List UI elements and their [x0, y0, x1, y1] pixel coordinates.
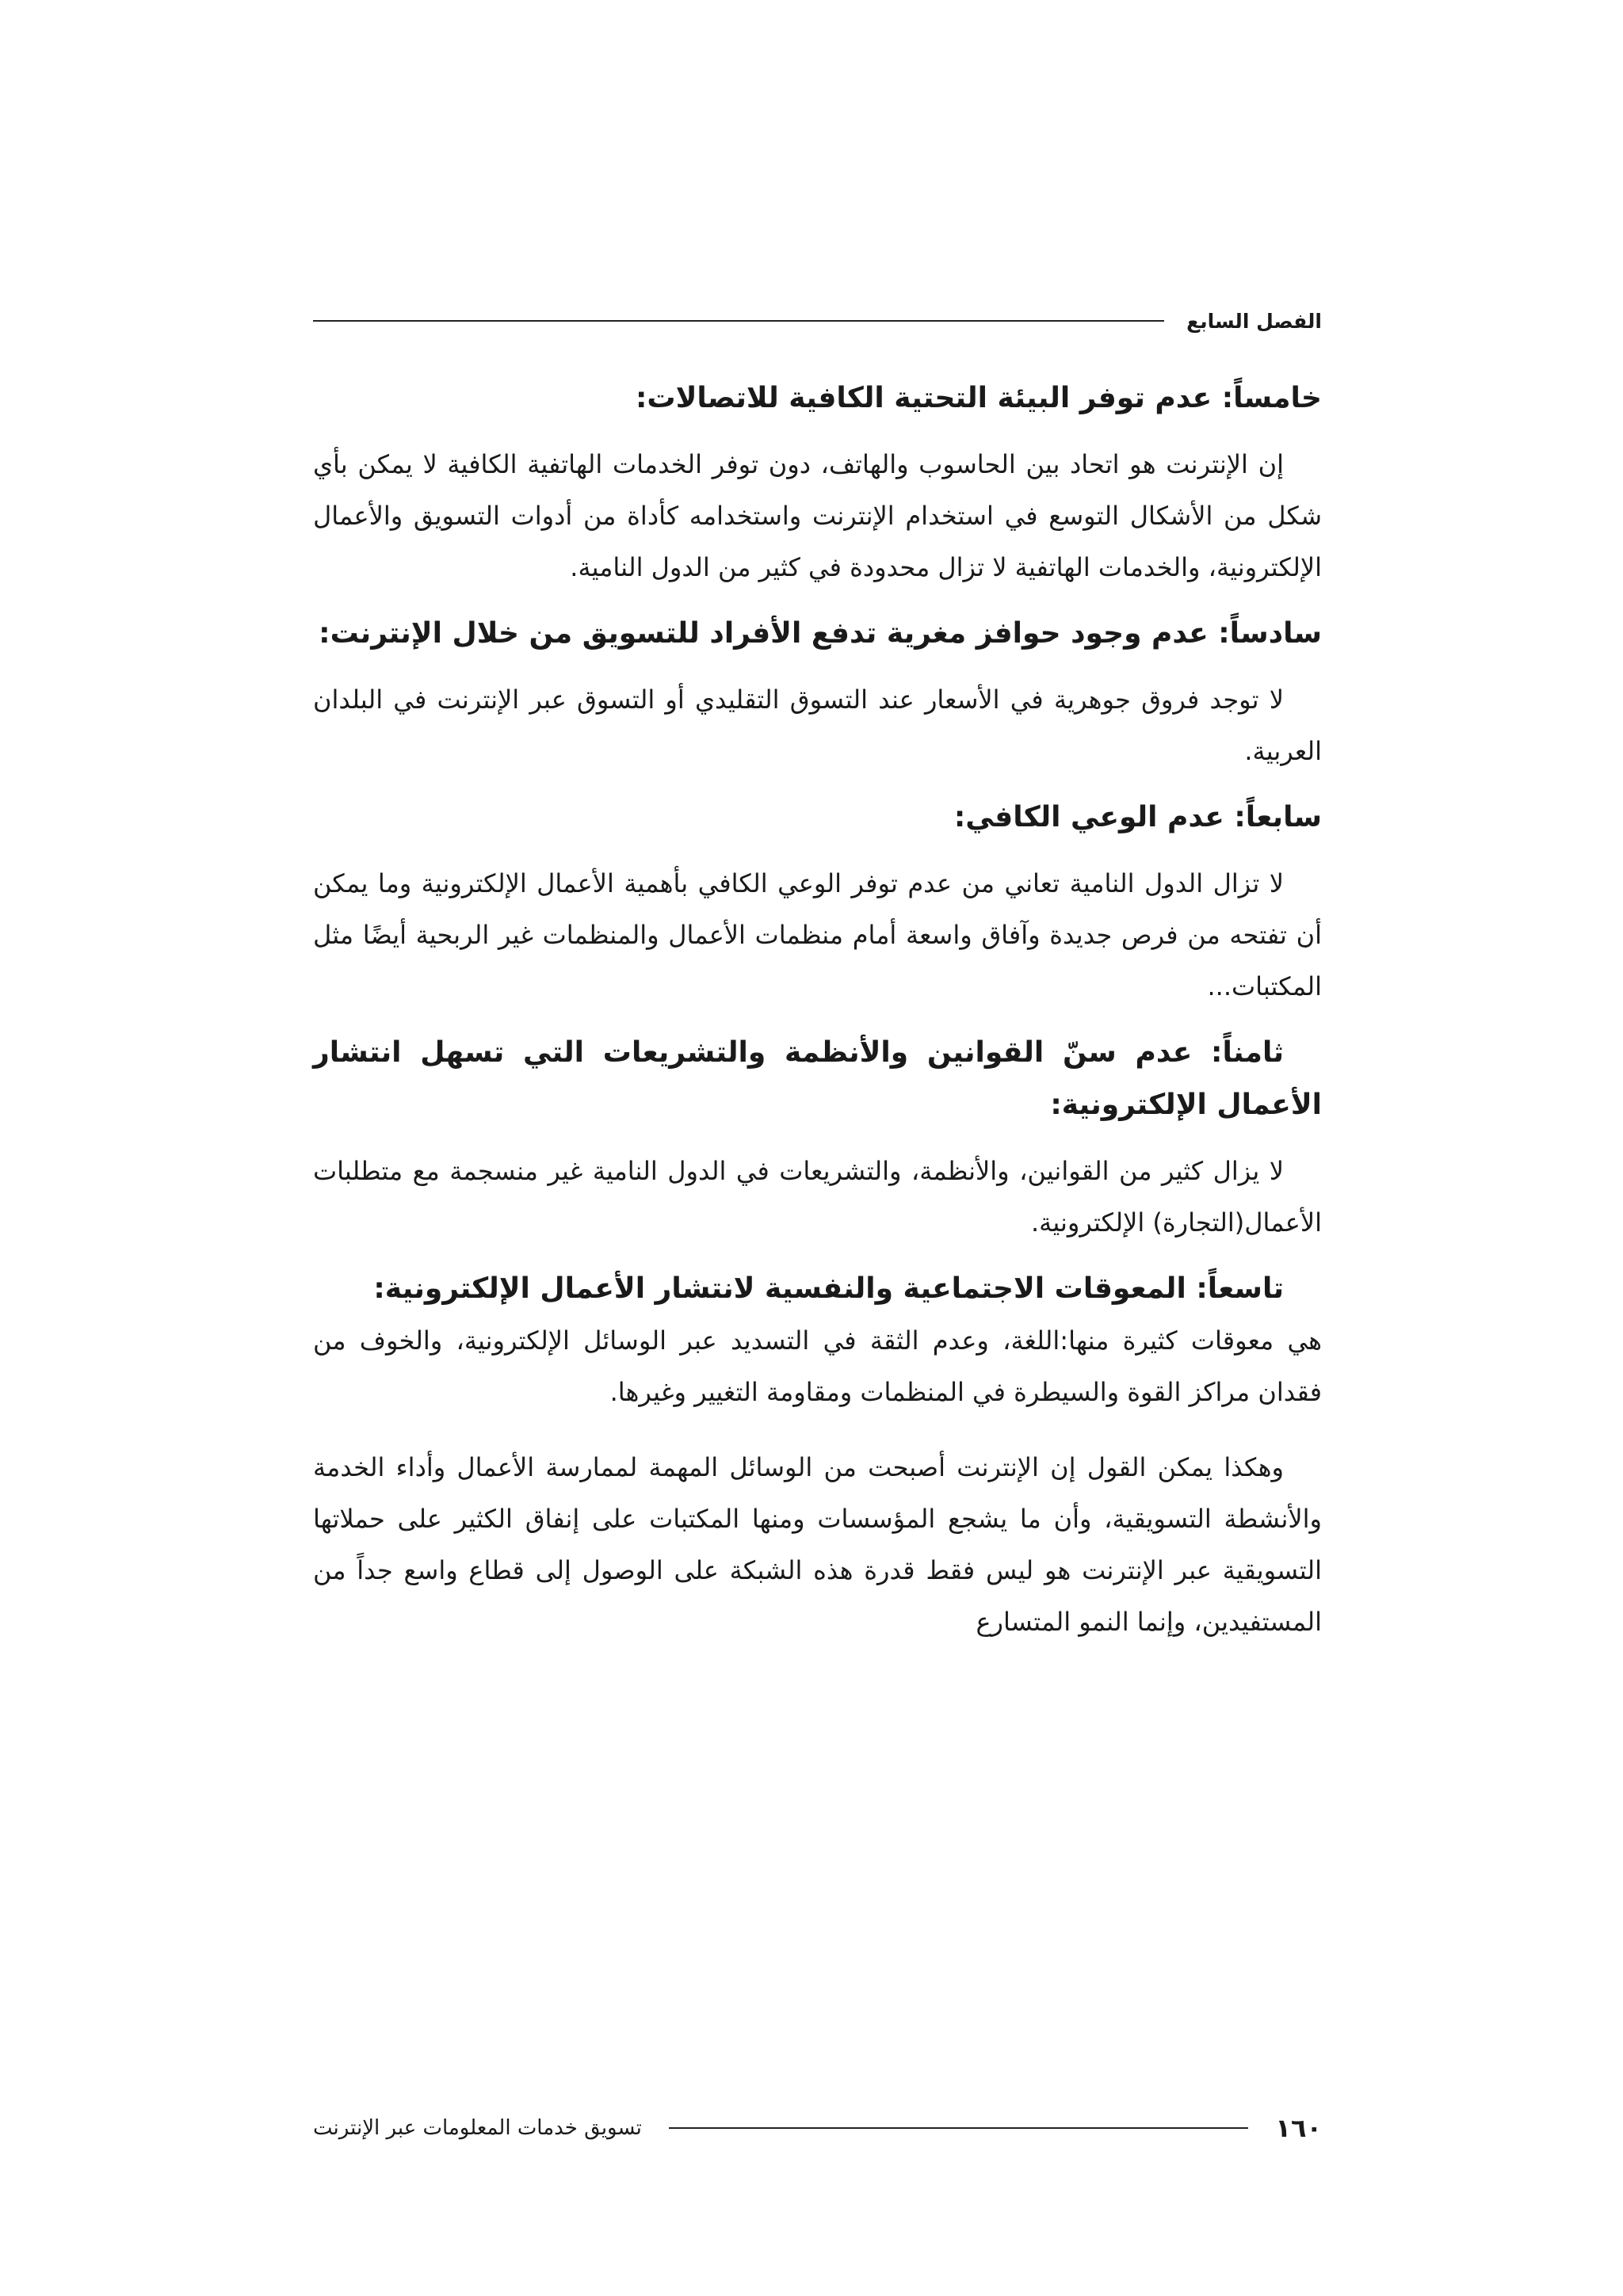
footer-rule: [669, 2127, 1248, 2129]
page-body: [313, 372, 1322, 1648]
section-heading-9: تاسعاً: المعوقات الاجتماعية والنفسية لانتشار الأعمال الإلكترونية:: [373, 1272, 1284, 1305]
section-paragraph-7: لا تزال الدول النامية تعاني من عدم توفر الوعي الكافي بأهمية الأعمال الإلكترونية وما يمكن أن تفتحه من فرص جديدة وآفاق واسعة أمام منظمات الأعمال والمنظمات غير الربحية أيضًا مثل المكتبات...: [313, 868, 1322, 1001]
page-number: ١٦٠: [1275, 2113, 1322, 2143]
section-heading-5: خامساً: عدم توفر البيئة التحتية الكافية للاتصالات:: [636, 382, 1322, 414]
running-header: [313, 305, 1322, 337]
section-heading-6: سادساً: عدم وجود حوافز مغرية تدفع الأفراد للتسويق من خلال الإنترنت:: [319, 617, 1322, 650]
section-heading-7: سابعاً: عدم الوعي الكافي:: [953, 801, 1322, 833]
section-paragraph-5: إن الإنترنت هو اتحاد بين الحاسوب والهاتف، دون توفر الخدمات الهاتفية الكافية لا يمكن بأي شكل من الأشكال التوسع في استخدام الإنترنت واستخدامه كأداة من أدوات التسويق والأعمال الإلكترونية، والخدمات الهاتفية لا تزال محدودة في كثير من الدول النامية.: [313, 449, 1322, 582]
chapter-title: الفصل السابع: [1186, 309, 1322, 333]
section-paragraph-6: لا توجد فروق جوهرية في الأسعار عند التسوق التقليدي أو التسوق عبر الإنترنت في البلدان العربية.: [313, 685, 1322, 766]
running-footer: [313, 2111, 1322, 2145]
section-paragraph-9: هي معوقات كثيرة منها:اللغة، وعدم الثقة في التسديد عبر الوسائل الإلكترونية، والخوف من فقدان مراكز القوة والسيطرة في المنظمات ومقاومة التغيير وغيرها.: [313, 1325, 1322, 1407]
closing-paragraph: وهكذا يمكن القول إن الإنترنت أصبحت من الوسائل المهمة لممارسة الأعمال وأداء الخدمة والأنشطة التسويقية، وأن ما يشجع المؤسسات ومنها المكتبات على إنفاق الكثير على حملاتها التسويقية عبر الإنترنت هو ليس فقط قدرة هذه الشبكة على الوصول إلى قطاع واسع جداً من المستفيدين، وإنما النمو المتسارع: [313, 1452, 1322, 1637]
section-heading-8: ثامناً: عدم سنّ القوانين والأنظمة والتشريعات التي تسهل انتشار الأعمال الإلكترونية:: [313, 1036, 1322, 1121]
section-paragraph-8: لا يزال كثير من القوانين، والأنظمة، والتشريعات في الدول النامية غير منسجمة مع متطلبات الأعمال(التجارة) الإلكترونية.: [313, 1156, 1322, 1238]
header-rule: [313, 320, 1164, 322]
book-title: تسويق خدمات المعلومات عبر الإنترنت: [313, 2116, 642, 2140]
